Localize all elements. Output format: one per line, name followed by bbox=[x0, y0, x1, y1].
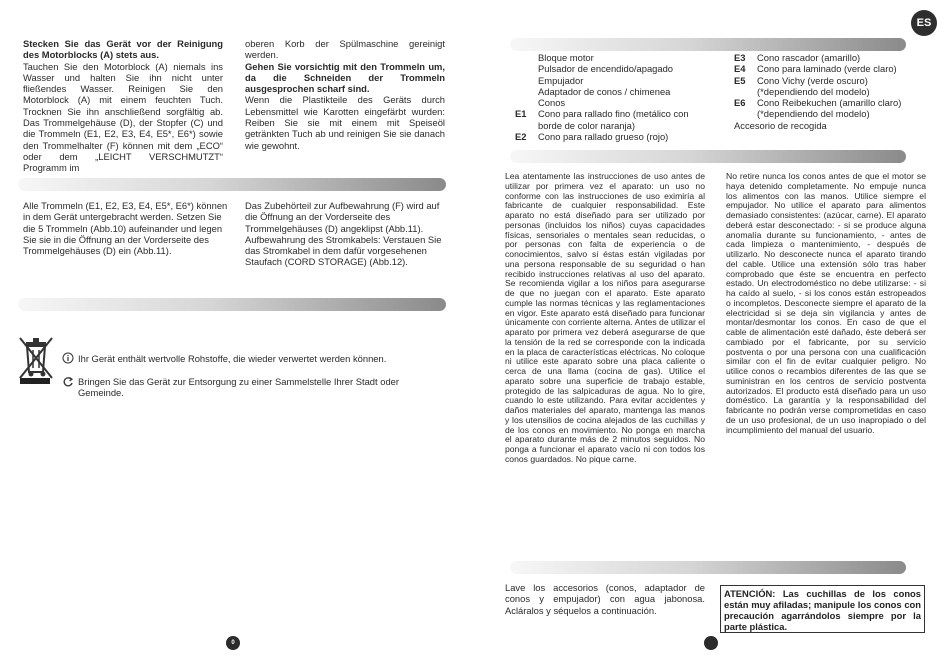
parts-item: Accesorio de recogida bbox=[734, 119, 827, 131]
parts-item: Empujador bbox=[538, 74, 584, 86]
language-badge: ES bbox=[911, 10, 937, 36]
parts-item: Adaptador de conos / chimenea bbox=[538, 85, 671, 97]
left-page-number: 0 bbox=[226, 636, 240, 650]
parts-item: E1 Cono para rallado fino (metálico con borde de color naranja) bbox=[515, 108, 689, 131]
left-cleaning-col2 bbox=[245, 38, 445, 151]
left-cleaning-col1 bbox=[23, 38, 223, 174]
right-cleaning-text: Lave los accesorios (conos, adaptador de conos y empujador) con agua jabonosa. Acláralos y séquelos a continuación. bbox=[505, 582, 705, 616]
parts-item: Conos bbox=[538, 97, 566, 109]
right-section-bar-description bbox=[510, 38, 906, 51]
left-section-bar-environment bbox=[18, 298, 446, 311]
parts-item: E3 Cono rascador (amarillo) bbox=[734, 52, 861, 63]
blade-warning-box: ATENCIÓN: Las cuchillas de los conos están muy afiladas; manipule los conos con precaución agarrándolos siempre por la parte plástica. bbox=[720, 585, 925, 633]
parts-item: Pulsador de encendido/apagado bbox=[538, 63, 674, 75]
parts-list-col1 bbox=[515, 52, 705, 142]
right-section-bar-safety bbox=[510, 150, 906, 163]
parts-item: E2 Cono para rallado grueso (rojo) bbox=[515, 131, 669, 143]
recycle-arrow-icon bbox=[62, 376, 74, 388]
parts-item: E5 Cono Vichy (verde oscuro) (*dependiendo del modelo) bbox=[734, 74, 870, 97]
right-section-bar-cleaning bbox=[510, 561, 906, 574]
safety-col1: Lea atentamente las instrucciones de uso antes de utilizar por primera vez el aparato: un uso no conforme con las instrucciones de uso eximiría al fabricante de cualquier responsabilidad. Este aparato no está diseñado para ser utilizado por personas (incluidos los niños) cuyas capacidades físicas, sensoriales o mentales sean reducidas, o por personas con falta de experiencia o de conocimientos, salvo si éstas están vigiladas por una persona responsable de su seguridad o han recibido instrucciones relativas al uso del aparato. Se recomienda vigilar a los niños para asegurarse de que no juegan con el aparato. Este aparato cumple las normas técnicas y las reglamentaciones en vigor. Este aparato está diseñado para funcionar únicamente con corriente alterna. Antes de utilizar el aparato por primera vez deberá asegurarse de que la tensión de la red se corresponde con la indicada en la placa de características eléctricas. No coloque ni utilice este aparato sobre una placa caliente o cerca de una llama (cocina de gas). Utilice el aparato sobre una superficie de trabajo estable, protegido de las salpicaduras de agua. No lo gire, cuando lo este utilizando. Para evitar accidentes y daños materiales del aparato, mantenga las manos y los utensilios de cocina alejados de las cuchillas y de los conos en movimiento. No ponga en marcha el aparato durante más de 2 minutos seguidos. No ponga a funcionar el aparato vacío ni con todos los conos guardados. No pique carne. bbox=[505, 171, 705, 464]
weee-bar-mark bbox=[20, 378, 50, 384]
left-section-bar-storage bbox=[18, 178, 446, 191]
left-cleaning-body: Tauchen Sie den Motorblock (A) niemals ins Wasser und halten Sie ihn nicht unter fließendes Wasser. Reinigen Sie den Motorblock (A) mit einem feuchten Tuch. Trocknen Sie ihn anschließend sorgfältig ab. Das Trommelgehäuse (D), der Stopfer (C) und die Trommeln (E1, E2, E3, E4, E5*, E6*) sowie den Trommelhalter (F) können mit dem „ECO“ oder dem „LEICHT VERSCHMUTZT“ Programm im bbox=[23, 60, 223, 174]
parts-item: E6 Cono Reibekuchen (amarillo claro) (*dependiendo del modelo) bbox=[734, 97, 902, 120]
left-cleaning-heading: Stecken Sie das Gerät vor der Reinigung des Motorblocks (A) stets aus. bbox=[23, 38, 223, 61]
crossed-bin-icon bbox=[16, 334, 56, 380]
parts-item: Bloque motor bbox=[538, 52, 594, 63]
parts-item: E4 Cono para laminado (verde claro) bbox=[734, 63, 897, 75]
left-cleaning-stain-note: Wenn die Plastikteile des Geräts durch Lebensmittel wie Karotten eingefärbt wurden: Reiben Sie sie mit einem mit Speiseöl getränkten Tuch ab und reinigen Sie sie danach wie gewohnt. bbox=[245, 94, 445, 151]
left-cleaning-warning: Gehen Sie vorsichtig mit den Trommeln um, da die Schneiden der Trommeln ausgesprochen scharf sind. bbox=[245, 60, 445, 95]
parts-list-col2 bbox=[734, 52, 924, 131]
info-icon bbox=[62, 352, 74, 364]
safety-col2: No retire nunca los conos antes de que el motor se haya detenido completamente. No empuje nunca los alimentos con las manos. Utilice siempre el empujador. No utilice el aparato para alimentos demasiado consistentes: (azúcar, carne). El aparato deberá estar desconectado: - si se produce alguna anomalía durante su funcionamiento, - antes de cada limpieza o mantenimiento, - después de utilizarlo. No desconecte nunca el aparato tirando del cable. Utilice una extensión sólo tras haber comprobado que éste se encuentra en perfecto estado. Un electrodoméstico no debe utilizarse: - si ha caído al suelo, - si los conos están estropeados o incompletos. Desconecte siempre el aparato de la electricidad si se deja sin vigilancia y antes de montar/desmontar los conos. En caso de que el cable de alimentación esté dañado, éste deberá ser cambiado por el fabricante, por su servicio postventa o por una persona con una cualificación similar con el fin de evitar cualquier peligro. No utilice conos o recambios diferentes de las que se suministran en los centros de servicio postventa autorizados. El producto está diseñado para un uso doméstico. La garantía y la responsabilidad del fabricante no podrán verse comprometidas en caso de un uso profesional, de un uso inapropiado o del incumplimiento del manual del usuario. bbox=[726, 171, 926, 435]
left-storage-col1: Alle Trommeln (E1, E2, E3, E4, E5*, E6*) können in dem Gerät untergebracht werden. Setzen Sie die 5 Trommeln (Abb.10) aufeinander und legen Sie sie in die Öffnung an der Vorderseite des Trommelgehäuses (D) ein (Abb.11). bbox=[23, 200, 228, 257]
right-page-number-dot bbox=[704, 636, 718, 650]
left-storage-col2: Das Zubehörteil zur Aufbewahrung (F) wird auf die Öffnung an der Vorderseite des Trommelgehäuses (D) angeklipst (Abb.11). Aufbewahrung des Stromkabels: Verstauen Sie das Stromkabel in dem dafür vorgesehenen Staufach (CORD STORAGE) (Abb.12). bbox=[245, 200, 442, 268]
left-cleaning-intro: oberen Korb der Spülmaschine gereinigt werden. bbox=[245, 38, 445, 61]
env-recycle-text: Ihr Gerät enthält wertvolle Rohstoffe, die wieder verwertet werden können. bbox=[78, 353, 387, 364]
env-disposal-text: Bringen Sie das Gerät zur Entsorgung zu einer Sammelstelle Ihrer Stadt oder Gemeinde. bbox=[78, 376, 399, 399]
